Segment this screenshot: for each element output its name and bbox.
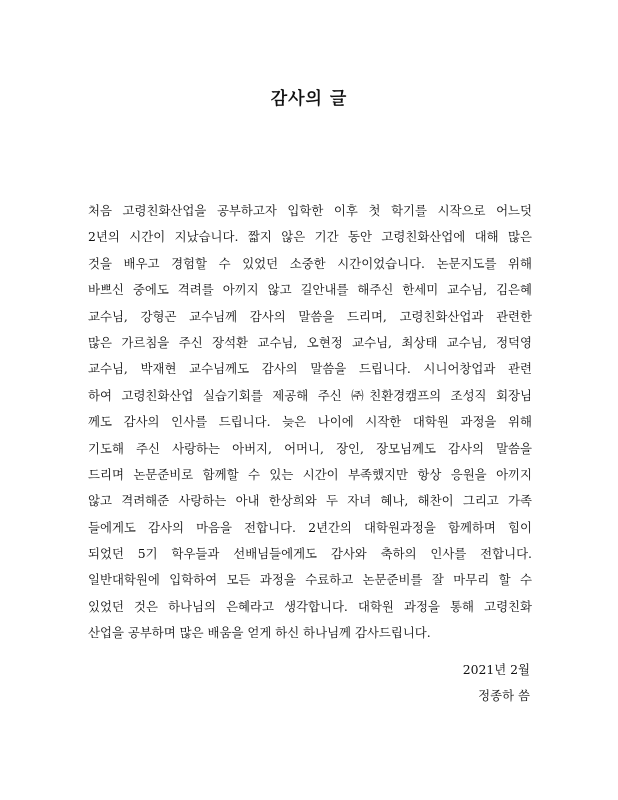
body-line: 처음 고령친화산업을 공부하고자 입학한 이후 첫 학기를 시작으로 어느덧 bbox=[88, 203, 532, 218]
author-signature: 정종하 씀 bbox=[478, 688, 530, 703]
body-line: 기도해 주신 사랑하는 아버지, 어머니, 장인, 장모님께도 감사의 말씀을 bbox=[88, 440, 532, 456]
body-line: 것을 배우고 경험할 수 있었던 소중한 시간이었습니다. 논문지도를 위해 bbox=[88, 255, 532, 271]
body-line: 바쁘신 중에도 격려를 아끼지 않고 길안내를 해주신 한세미 교수님, 김은혜 bbox=[88, 282, 532, 298]
body-line: 교수님, 강형곤 교수님께 감사의 말씀을 드리며, 고령친화산업과 관련한 bbox=[88, 308, 532, 324]
body-line: 되었던 5기 학우들과 선배님들에게도 감사와 축하의 인사를 전합니다. bbox=[88, 546, 532, 562]
body-line: 드리며 논문준비로 함께할 수 있는 시간이 부족했지만 항상 응원을 아끼지 bbox=[88, 466, 532, 482]
body-line: 께도 감사의 인사를 드립니다. 늦은 나이에 시작한 대학원 과정을 위해 bbox=[88, 414, 532, 430]
body-line: 산업을 공부하며 많은 배움을 얻게 하신 하나님께 감사드립니다. bbox=[88, 625, 431, 641]
body-line: 있었던 것은 하나님의 은혜라고 생각합니다. 대학원 과정을 통해 고령친화 bbox=[88, 598, 532, 614]
body-line: 않고 격려해준 사랑하는 아내 한상희와 두 자녀 혜나, 해찬이 그리고 가족 bbox=[88, 493, 532, 509]
body-line: 많은 가르침을 주신 장석환 교수님, 오현정 교수님, 최상태 교수님, 정덕영 bbox=[88, 334, 532, 350]
body-line: 하여 고령친화산업 실습기회를 제공해 주신 ㈜친환경캠프의 조성직 회장님 bbox=[88, 387, 532, 403]
acknowledgement-body bbox=[88, 198, 532, 647]
body-line: 2년의 시간이 지났습니다. 짧지 않은 기간 동안 고령친화산업에 대해 많은 bbox=[88, 229, 532, 245]
body-line: 교수님, 박재현 교수님께도 감사의 말씀을 드립니다. 시니어창업과 관련 bbox=[88, 361, 532, 377]
page-title: 감사의 글 bbox=[270, 89, 348, 109]
body-line: 들에게도 감사의 마음을 전합니다. 2년간의 대학원과정을 함께하며 힘이 bbox=[88, 519, 532, 535]
body-line: 일반대학원에 입학하여 모든 과정을 수료하고 논문준비를 잘 마무리 할 수 bbox=[88, 572, 532, 588]
date-line: 2021년 2월 bbox=[462, 662, 530, 677]
